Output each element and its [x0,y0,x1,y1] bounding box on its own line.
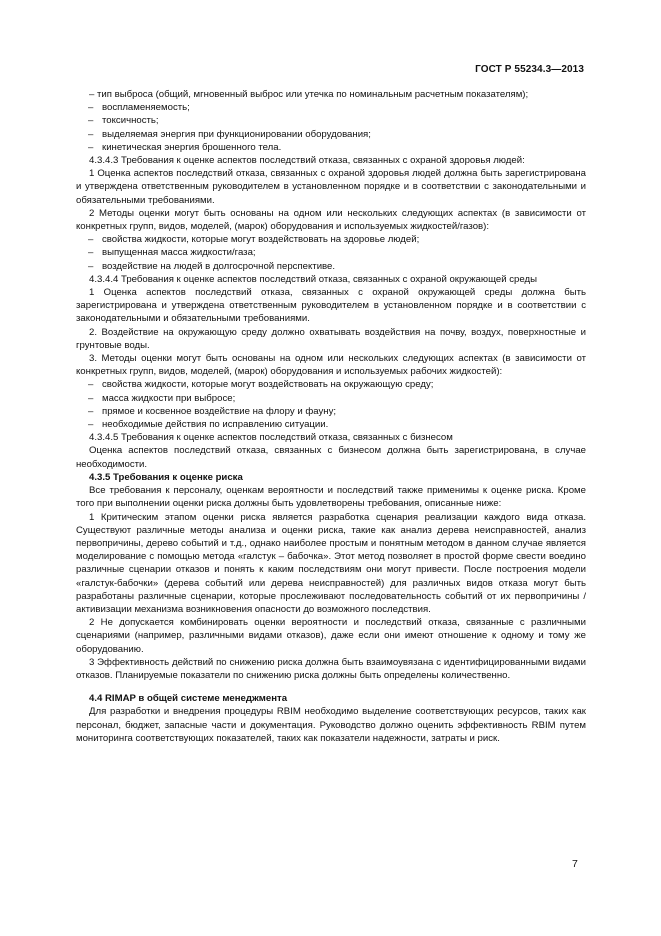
dash-bullet: – [88,141,94,153]
list-item-text: выпущенная масса жидкости/газа; [102,247,256,259]
dash-bullet: – [88,405,94,417]
list-item-text: свойства жидкости, которые могут воздействовать на окружающую среду; [102,379,434,391]
list-item [76,260,586,273]
list-item [76,141,586,154]
paragraph: 3 Эффективность действий по снижению риска должна быть взаимоувязана с идентифицированными видами отказов. Планируемые показатели по снижению риска должны быть определены количественно. [76,656,586,681]
dash-bullet: – [88,247,94,259]
paragraph: Для разработки и внедрения процедуры RBIM необходимо выделение соответствующих ресурсов, таких как персонал, бюджет, запасные части и документация. Руководство должно оценить эффективность RBIM путем мониторинга соответствующих показателей, таких как показатели надежности, затраты и риск. [76,706,586,744]
paragraph: 1 Оценка аспектов последствий отказа, связанных с охраной окружающей среды должна быть зарегистрирована и утверждена ответственным руководителем в установленном порядке и в соответствии с законодательными и обязательными требованиями. [76,287,586,325]
paragraph: 2 Методы оценки могут быть основаны на одном или нескольких следующих аспектах (в зависимости от конкретных групп, видов, моделей, (марок) оборудования и используемых жидкостей/газов): [76,207,586,233]
list-item [76,378,586,391]
list-item-text: свойства жидкости, которые могут воздействовать на здоровье людей; [102,234,420,246]
paragraph: 2. Воздействие на окружающую среду должно охватывать воздействия на почву, воздух, поверхностные и грунтовые воды. [76,326,586,351]
paragraph: 3. Методы оценки могут быть основаны на одном или нескольких следующих аспектах (в зависимости от конкретных групп, видов, моделей, (марок) оборудования и используемых рабочих жидкостей): [76,353,586,378]
list-item-text: токсичность; [102,115,159,127]
paragraph: 1 Оценка аспектов последствий отказа, связанных с охраной здоровья людей должна быть зарегистрирована и утверждена ответственным руководителем в установленном порядке и в соответствии с законодательными и обязательными требованиями. [76,168,586,206]
list-item-text: выделяемая энергия при функционировании оборудования; [102,128,371,140]
list-item-text: тип выброса (общий, мгновенный выброс или утечка по номинальным расчетным показателям); [97,89,529,100]
list-item [76,128,586,141]
list-item [76,101,586,114]
list-item [76,88,586,101]
section-heading: 4.3.5 Требования к оценке риска [89,471,243,483]
document-body [76,88,586,745]
paragraph: 4.3.4.3 Требования к оценке аспектов последствий отказа, связанных с охраной здоровья людей: [89,155,525,167]
list-item [76,405,586,418]
dash-bullet: – [88,128,94,140]
list-item-text: кинетическая энергия брошенного тела. [102,141,282,153]
dash-bullet: – [88,419,94,431]
spacer [76,682,586,692]
paragraph: 4.3.4.5 Требования к оценке аспектов последствий отказа, связанных с бизнесом [89,432,453,444]
list-item [76,233,586,246]
page-number: 7 [572,858,578,870]
paragraph: 1 Критическим этапом оценки риска является разработка сценария реализации каждого вида отказа. Существуют различные методы анализа и оценки риска, такие как анализ дерева неисправностей, анализ первопричины, дерево событий и т.д., однако наиболее простым и понятным методом в данном случае является моделирование с помощью метода «галстук – бабочка». Этот метод позволяет в простой форме свести воедино различные сценарии отказов и понять к каким последствиям они могут привести. После построения модели «галстук-бабочки» (дерева событий или дерева неисправностей) для различных видов отказа могут быть разработаны различные сценарии, которые прослеживают последовательность событий от их первопричины / активизации механизма возникновения опасности до возможного последствия. [76,511,586,615]
list-item-text: воспламеняемость; [102,102,190,114]
paragraph: 4.3.4.4 Требования к оценке аспектов последствий отказа, связанных с охраной окружающей среды [89,273,537,285]
paragraph: Оценка аспектов последствий отказа, связанных с бизнесом должна быть зарегистрирована, в случае необходимости. [76,445,586,470]
list-item-text: воздействие на людей в долгосрочной перспективе. [102,260,336,272]
dash-bullet: – [88,392,94,404]
dash-bullet: – [88,115,94,127]
dash-bullet: – [88,102,94,114]
list-item-text: прямое и косвенное воздействие на флору и фауну; [102,405,337,417]
document-code-header: ГОСТ Р 55234.3—2013 [475,64,584,75]
dash-bullet: – [88,234,94,246]
list-item [76,392,586,405]
list-item-text: необходимые действия по исправлению ситуации. [102,419,329,431]
paragraph: 2 Не допускается комбинировать оценки вероятности и последствий отказа, связанные с различными сценариями (например, различными видами отказов), даже если они имеют отношение к одному и тому же оборудованию. [76,617,586,655]
dash-bullet: – [89,89,98,100]
list-item [76,418,586,431]
section-heading: 4.4 RIMAP в общей системе менеджмента [89,693,288,705]
dash-bullet: – [88,379,94,391]
list-item [76,114,586,127]
dash-bullet: – [88,260,94,272]
paragraph: Все требования к персоналу, оценкам вероятности и последствий также применимы к оценке риска. Кроме того при выполнении оценки риска должны быть удовлетворены требования, описанные ниже: [76,485,586,510]
list-item-text: масса жидкости при выбросе; [102,392,236,404]
list-item [76,246,586,259]
